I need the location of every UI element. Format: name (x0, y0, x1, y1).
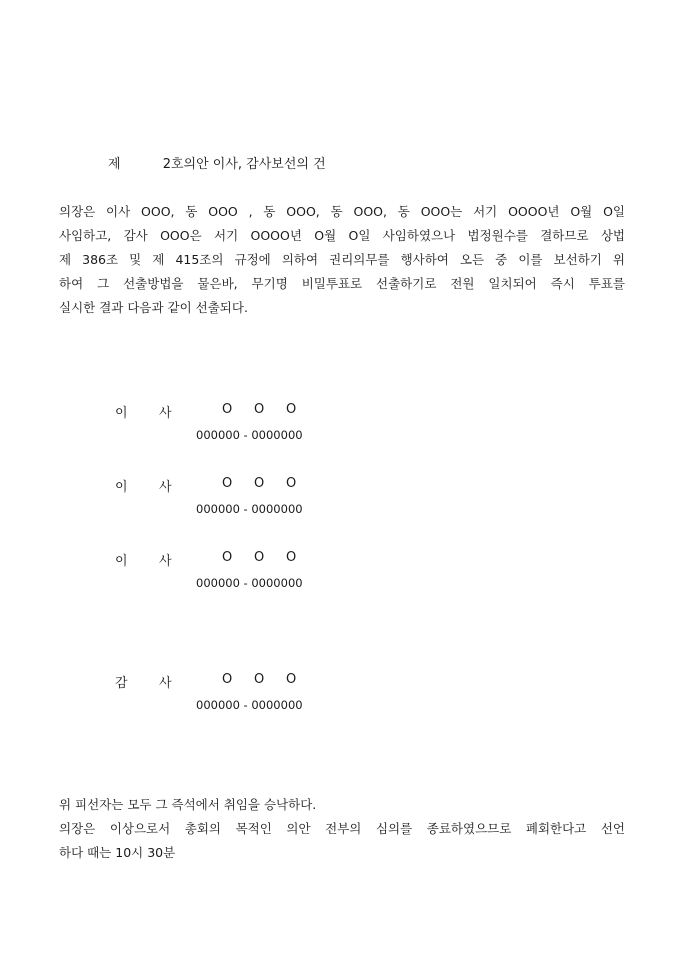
minutes-line: 하여 그 선출방법을 물은바, 무기명 비밀투표로 선출하기로 전원 일치되어 즉시 투표를 (59, 276, 625, 291)
officer-role: 감 사 (115, 676, 172, 691)
agenda-prefix: 제 (108, 157, 121, 172)
minutes-line: 제 386조 및 제 415조의 규정에 의하여 권리의무를 행사하여 오든 중 이를 보선하기 위 (59, 252, 625, 267)
agenda-text: 2호의안 이사, 감사보선의 건 (162, 157, 326, 172)
closing-line: 하다 때는 10시 30분 (59, 845, 176, 860)
closing-line: 의장은 이상으로서 총회의 목적인 의안 전부의 심의를 종료하였으므로 폐회한다고 선언 (59, 821, 625, 836)
officer-name: O O O (222, 672, 297, 687)
officer-id-number: 000000 - 0000000 (196, 576, 303, 590)
minutes-paragraph (59, 200, 625, 320)
officer-name: O O O (222, 550, 297, 565)
minutes-line: 의장은 이사 OOO, 동 OOO , 동 OOO, 동 OOO, 동 OOO는 서기 OOOO년 O월 O일 (59, 204, 625, 219)
minutes-line: 사임하고, 감사 OOO은 서기 OOOO년 O월 O일 사임하였으나 법정원수를 결하므로 상법 (59, 228, 625, 243)
officer-role: 이 사 (115, 554, 172, 569)
closing-paragraph (59, 793, 625, 865)
agenda-title (108, 153, 326, 172)
minutes-line: 실시한 결과 다음과 같이 선출되다. (59, 300, 248, 315)
officer-role: 이 사 (115, 480, 172, 495)
officer-id-number: 000000 - 0000000 (196, 502, 303, 516)
officer-id-number: 000000 - 0000000 (196, 428, 303, 442)
officer-name: O O O (222, 476, 297, 491)
officer-name: O O O (222, 402, 297, 417)
closing-line: 위 피선자는 모두 그 즉석에서 취임을 승낙하다. (59, 797, 317, 812)
officer-role: 이 사 (115, 406, 172, 421)
officer-id-number: 000000 - 0000000 (196, 698, 303, 712)
